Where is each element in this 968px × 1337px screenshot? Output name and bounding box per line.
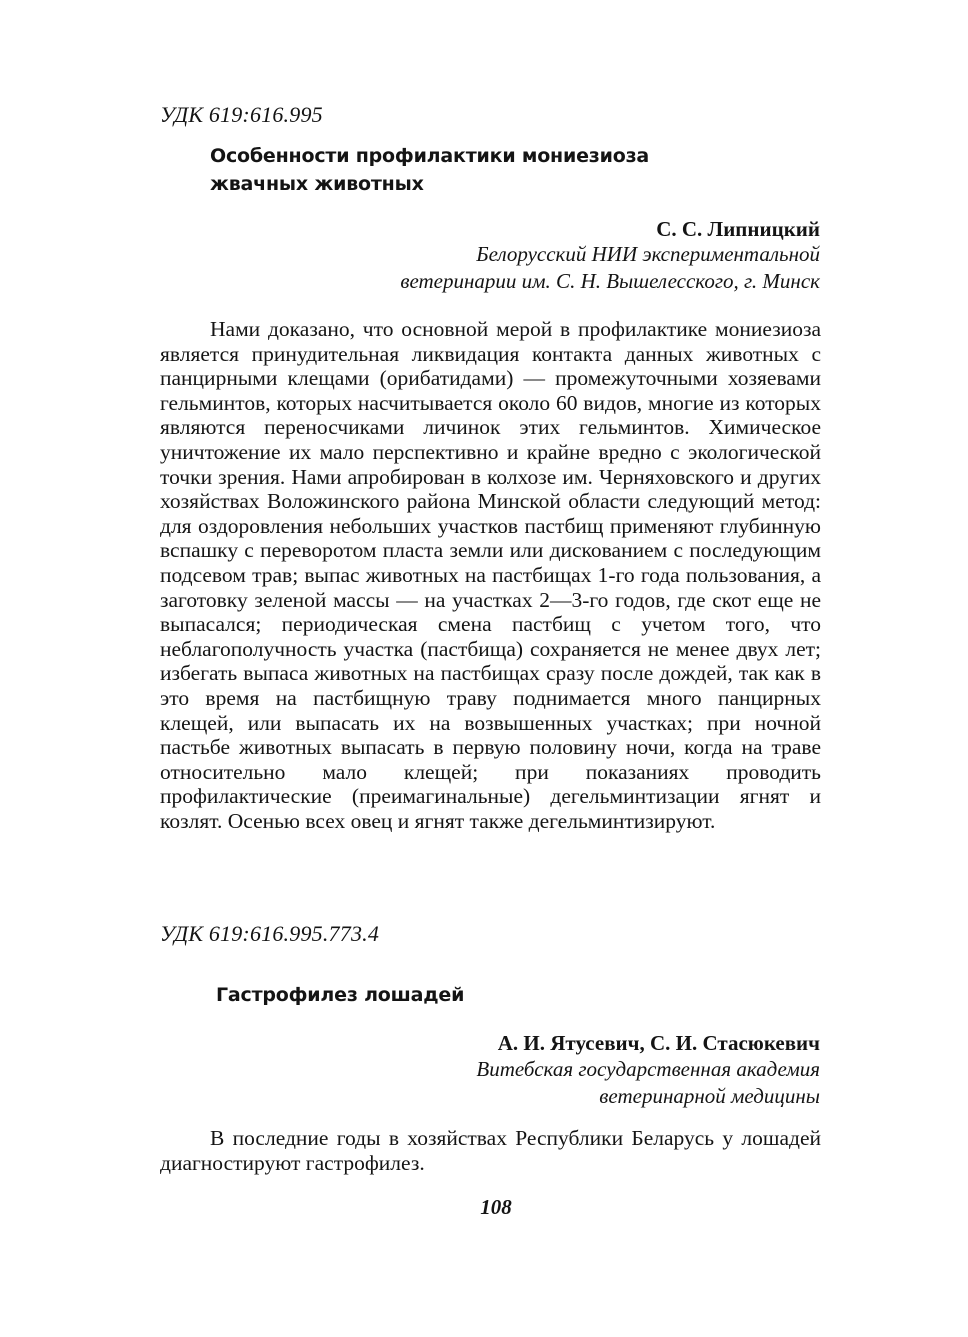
udk-code-1: УДК 619:616.995	[160, 102, 323, 127]
affiliation-2-line-1: Витебская государственная академия	[476, 1057, 820, 1081]
article-title-2: Гастрофилез лошадей	[216, 984, 465, 1006]
article-title-1-line-1: Особенности профилактики мониезиоза	[210, 145, 650, 167]
affiliation-1	[300, 241, 820, 295]
author-1: С. С. Липницкий	[656, 217, 820, 241]
page-number: 108	[480, 1195, 512, 1219]
affiliation-2	[300, 1056, 820, 1110]
article-title-1-line-2: жвачных животных	[210, 173, 424, 195]
affiliation-1-line-1: Белорусский НИИ экспериментальной	[476, 242, 820, 266]
udk-code-2: УДК 619:616.995.773.4	[160, 921, 380, 946]
article-body-1: Нами доказано, что основной мерой в профилактике мониезиоза является принудительная ликвидация контакта данных животных с панцирными клещами (орибатидами) — промежуточными хозяевами гельминтов, которых насчитывается около 60 видов, многие из которых являются переносчиками личинок этих гельминтов. Химическое уничтожение их мало перспективно и крайне вредно с экологической точки зрения. Нами апробирован в колхозе им. Черняховского и других хозяйствах Воложинского района Минской области следующий метод: для оздоровления небольших участков пастбищ применяют глубинную вспашку с переворотом пласта земли или дискованием с последующим подсевом трав; выпас животных на пастбищах 1-го года пользования, а заготовку зеленой массы — на участках 2—3-го годов, где скот еще не выпасался; периодическая смена пастбищ с учетом того, что неблагополучность участка (пастбища) сохраняется не менее двух лет; избегать выпаса животных на пастбищах сразу после дождей, так как в это время на пастбищную траву поднимается много панцирных клещей, или выпасать их на возвышенных участках; при ночной пастьбе животных выпасать в первую половину ночи, когда на траве относительно мало клещей; при показаниях проводить профилактические (преимагинальные) дегельминтизации ягнят и козлят. Осенью всех овец и ягнят также дегельминтизируют.	[160, 317, 821, 833]
affiliation-1-line-2: ветеринарии им. С. Н. Вышелесского, г. Минск	[400, 269, 820, 293]
affiliation-2-line-2: ветеринарной медицины	[599, 1084, 820, 1108]
article-body-2: В последние годы в хозяйствах Республики Беларусь у лошадей диагностируют гастрофилез.	[160, 1126, 821, 1175]
author-2: А. И. Ятусевич, С. И. Стасюкевич	[497, 1031, 820, 1055]
article-title-1	[210, 142, 770, 198]
